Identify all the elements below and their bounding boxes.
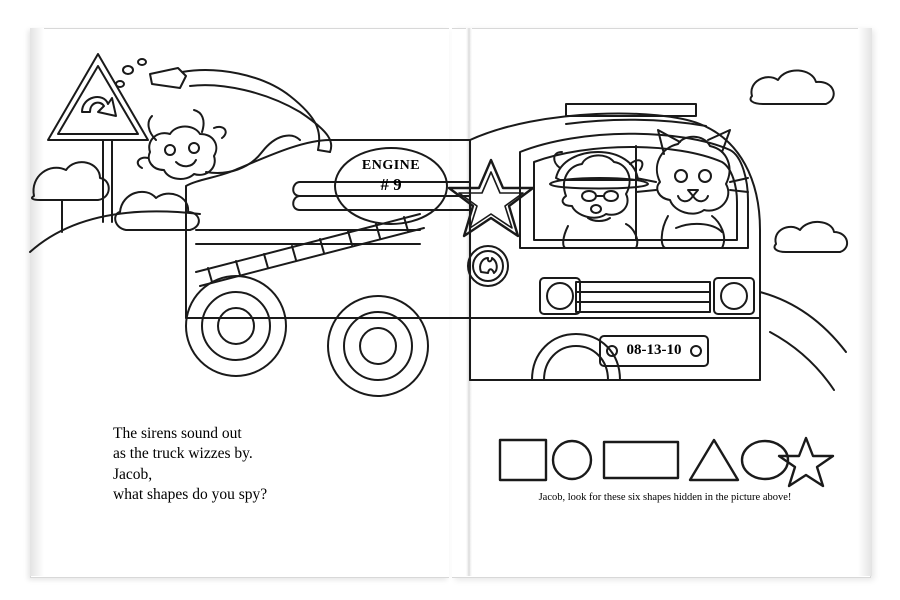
rhyme-line-4: what shapes do you spy? (113, 486, 268, 504)
rhyme-text (113, 424, 413, 506)
engine-badge-line1: ENGINE (361, 158, 421, 173)
shape-triangle (690, 440, 738, 480)
grille (576, 282, 710, 312)
shape-instruction-text: Jacob, look for these six shapes hidden in the picture above! (538, 492, 792, 503)
shape-square (500, 440, 546, 480)
engine-badge-line2: # 9 (380, 175, 402, 194)
wheel-front (532, 334, 620, 380)
shape-key (500, 438, 833, 486)
rhyme-line-3: Jacob, (113, 465, 153, 483)
tree (32, 162, 109, 232)
rhyme-line-1: The sirens sound out (113, 425, 242, 442)
shape-rectangle (604, 442, 678, 478)
wheel-mid (328, 296, 428, 396)
firefighter-bear (550, 152, 648, 248)
engine-badge (335, 148, 447, 224)
shape-oval (742, 441, 788, 479)
steering-wheel (676, 224, 722, 232)
wheel-rear (186, 276, 286, 376)
water-droplets (116, 59, 146, 87)
headlight-left (540, 278, 580, 314)
fire-truck-cab (470, 113, 760, 380)
rhyme-line-2: as the truck wizzes by. (113, 445, 253, 463)
license-plate-text: 08-13-10 (626, 342, 682, 358)
shape-circle (553, 441, 591, 479)
cloud (751, 70, 834, 104)
roof-light-bar (566, 104, 706, 126)
shape-star (779, 438, 833, 486)
hose-pipes (293, 182, 470, 210)
fire-truck-rear-body (186, 140, 470, 318)
seal-emblem (468, 246, 508, 286)
headlight-right (714, 278, 754, 314)
road-sign-triangle (48, 54, 148, 222)
road-lines (760, 292, 846, 390)
water-hose (150, 68, 331, 152)
cloud-small (774, 222, 847, 252)
dog-dalmatian (138, 110, 300, 179)
